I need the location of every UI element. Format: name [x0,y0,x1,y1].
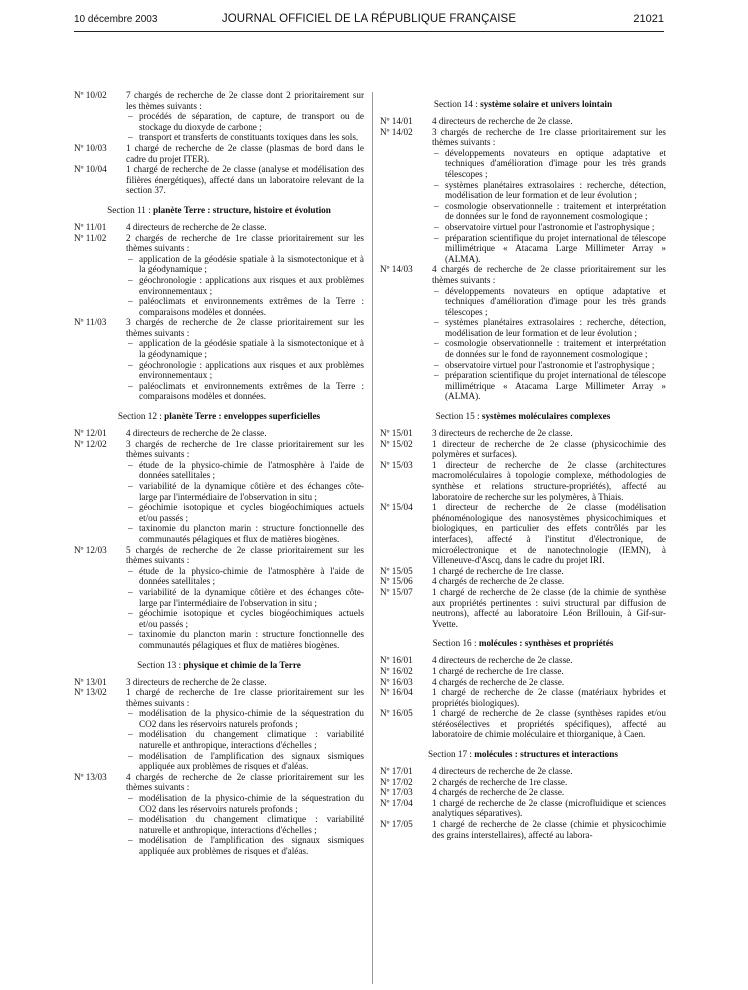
section-title: systèmes moléculaires complexes [481,411,611,422]
entry-text: 1 chargé de recherche de 1re classe. [432,665,564,676]
page-number: 21021 [633,13,664,25]
entry-body [126,90,364,143]
section-number: Section 14 : [433,99,481,109]
entry-number: Nº 13/01 [74,676,107,687]
section-title: système solaire et univers lointain [480,99,613,109]
entry-body [432,587,666,629]
entry [74,545,364,651]
section-heading [74,205,364,216]
entry-body [126,317,364,402]
entry-bullet: – géochronologie : applications aux risques et aux problèmes environnementaux ; [126,360,364,381]
entry-body [432,127,666,265]
section-heading [380,99,666,110]
entry-body [432,439,666,460]
entry [380,708,666,740]
header-rule [74,31,664,32]
entry-number: Nº 13/02 [74,687,107,698]
entry-bullet: – taxinomie du plancton marin : structure fonctionnelle des communautés pélagiques et flux de matières biogènes. [126,629,364,650]
entry-number: Nº 15/06 [380,576,413,587]
entry-body [126,772,364,857]
entry-body [432,819,666,840]
section-heading [380,411,666,422]
entry-number: Nº 17/05 [380,819,413,830]
section-number: Section 11 : [107,204,153,215]
entry-number: Nº 13/03 [74,771,107,782]
entry [380,576,666,587]
entry [74,143,364,164]
entry [380,819,666,840]
entry [74,164,364,196]
entry-bullet: – observatoire virtuel pour l'astronomie et l'astrophysique ; [432,360,666,371]
entry-body [432,428,666,439]
entry-text: 3 directeurs de recherche de 2e classe. [432,428,573,439]
entry-number: Nº 10/02 [74,90,107,100]
entry-number: Nº 16/03 [380,676,413,687]
entry-body [432,264,666,402]
entry [74,317,364,402]
entry-body [126,439,364,545]
entry-number: Nº 14/02 [380,126,413,137]
entry-bullet: – géochimie isotopique et cycles biogéochimiques actuels et/ou passés ; [126,502,364,523]
entry-number: Nº 12/01 [74,428,107,439]
entry-bullet: – développements novateurs en optique adaptative et techniques d'amélioration d'image pour les très grands télescopes ; [432,148,666,180]
section-title: planète Terre : structure, histoire et évolution [153,204,331,215]
entry-text: 1 chargé de recherche de 2e classe (microfluidique et sciences analytiques séparatives). [432,797,666,819]
entry-body [432,777,666,788]
entry-text: 2 chargés de recherche de 1re classe prioritairement sur les thèmes suivants : [126,232,364,254]
section-number: Section 16 : [432,638,479,649]
entry [74,439,364,545]
entry-text: 4 chargés de recherche de 2e classe. [432,576,565,587]
entry-number: Nº 14/03 [380,264,413,275]
entry-number: Nº 10/03 [74,142,107,153]
entry-number: Nº 17/02 [380,776,413,787]
entry-text: 1 chargé de recherche de 2e classe (synthèses rapides et/ou stéréosélectives et propriétés spécifiques), affecté au laboratoire de chimie moléculaire et thiorganique, à Caen. [432,708,666,740]
entry-bullet: – géochimie isotopique et cycles biogéochimiques actuels et/ou passés ; [126,608,364,629]
entry-body [432,687,666,708]
entry-text: 3 chargés de recherche de 1re classe prioritairement sur les thèmes suivants : [126,438,364,460]
section-heading [380,638,666,649]
entry [380,787,666,798]
entry-bullet: – préparation scientifique du projet international de télescope millimétrique « Atacama Large Millimeter Array » (ALMA). [432,233,666,265]
entry-text: 4 chargés de recherche de 2e classe. [432,787,565,798]
entry-text: 4 directeurs de recherche de 2e classe. [126,221,267,232]
entry [380,587,666,629]
entry [74,233,364,318]
entry-text: 5 chargés de recherche de 2e classe prioritairement sur les thèmes suivants : [126,544,364,566]
entry-number: Nº 17/03 [380,787,413,798]
entry [380,264,666,402]
entry-bullet: – variabilité de la dynamique côtière et des échanges côte-large par l'intermédiaire de l'observation in situ ; [126,587,364,608]
entry-text: 1 chargé de recherche de 2e classe (plasmas de bord dans le cadre du projet ITER). [126,142,364,164]
entry-text: 2 chargés de recherche de 1re classe. [432,776,568,787]
entry [74,222,364,233]
entry-body [432,766,666,777]
entry [74,90,364,143]
section-heading [74,411,364,422]
entry [74,677,364,688]
entry [74,772,364,857]
left-column [74,90,364,857]
entry-text: 4 chargés de recherche de 2e classe prioritairement sur les thèmes suivants : [432,264,666,285]
entry-bullet: – modélisation de l'amplification des signaux sismiques appliquée aux problèmes de risques et d'aléas. [126,751,364,772]
entry-text: 1 directeur de recherche de 2e classe (modélisation phénoménologique des nanosystèmes physicochimiques et biologiques, en particulier des effets contrôlés par les interfaces), affecté à l'institut d'électronique, de microélectronique et de nanotechnologie (IEMN), à Villeneuve-d'Ascq, dans le cadre du projet IRI. [432,502,666,566]
entry-bullet: – systèmes planétaires extrasolaires : recherche, détection, modélisation de leur formation et de leur évolution ; [432,180,666,201]
entry-bullet: – procédés de séparation, de capture, de transport ou de stockage du dioxyde de carbone ; [126,111,364,132]
entry-text: 1 directeur de recherche de 2e classe (physicochimie des polymères et surfaces). [432,438,666,460]
entry-text: 1 directeur de recherche de 2e classe (architectures macromoléculaires à topologie complexe, méthodologies de synthèse et relations structure-propriétés), affecté au laboratoire de recherche sur les polymères, à Thiais. [432,459,666,502]
entry-text: 1 chargé de recherche de 2e classe (matériaux hybrides et propriétés biologiques). [432,687,666,708]
entry-number: Nº 17/01 [380,766,413,777]
entry-body [126,545,364,651]
section-number: Section 15 : [435,411,482,422]
entry-body [432,677,666,688]
entry [380,127,666,265]
section-title: molécules : synthèses et propriétés [478,638,614,649]
entry-bullet: – étude de la physico-chimie de l'atmosphère à l'aide de données satellitales ; [126,566,364,587]
entry [74,687,364,772]
entry [380,116,666,127]
entry-body [126,677,364,688]
entry-bullet: – modélisation de l'amplification des signaux sismiques appliquée aux problèmes de risques et d'aléas. [126,835,364,856]
entry [380,439,666,460]
entry-bullet: – taxinomie du plancton marin : structure fonctionnelle des communautés pélagiques et flux de matières biogènes. [126,523,364,544]
entry-bullet: – application de la géodésie spatiale à la sismotectonique et à la géodynamique ; [126,338,364,359]
right-column [380,90,666,840]
entry-body [432,566,666,577]
entry [380,460,666,502]
entry-bullet: – variabilité de la dynamique côtière et des échanges côte-large par l'intermédiaire de l'observation in situ ; [126,481,364,502]
header-date: 10 décembre 2003 [74,14,158,25]
entry-number: Nº 10/04 [74,164,107,175]
entry-text: 1 chargé de recherche de 2e classe (analyse et modélisation des filières énergétiques), affecté dans un laboratoire relevant de la section 37. [126,164,364,196]
entry-bullet: – préparation scientifique du projet international de télescope millimétrique « Atacama Large Millimeter Array » (ALMA). [432,370,666,402]
section-heading [380,749,666,760]
entry-text: 4 chargés de recherche de 2e classe prioritairement sur les thèmes suivants : [126,771,364,793]
entry-body [126,164,364,196]
entry [380,428,666,439]
entry-body [126,687,364,772]
entry [380,677,666,688]
entry-text: 1 chargé de recherche de 1re classe prioritairement sur les thèmes suivants : [126,687,364,708]
entry-text: 4 directeurs de recherche de 2e classe. [432,766,573,777]
entry-number: Nº 15/07 [380,586,413,597]
entry-text: 4 directeurs de recherche de 2e classe. [432,116,573,126]
entry-body [126,143,364,164]
entry-text: 4 directeurs de recherche de 2e classe. [432,655,573,666]
entry-number: Nº 17/04 [380,797,413,808]
entry-body [432,502,666,566]
entry-number: Nº 12/02 [74,438,107,449]
entry-number: Nº 12/03 [74,544,107,555]
entry-text: 1 chargé de recherche de 2e classe (de la chimie de synthèse aux propriétés pertinentes : suivi structural par diffusion de neutrons), affecté au laboratoire Léon Brillouin, à Gif-sur-Yvette. [432,586,666,629]
entry-number: Nº 16/01 [380,655,413,666]
entry-number: Nº 15/02 [380,438,413,449]
entry-text: 4 chargés de recherche de 2e classe. [432,676,565,687]
entry [380,687,666,708]
entry-number: Nº 11/02 [74,232,107,243]
entry-body [432,798,666,819]
entry-number: Nº 11/01 [74,221,107,232]
entry-number: Nº 16/05 [380,708,413,719]
entry-text: 1 chargé de recherche de 2e classe (chimie et physicochimie des grains interstellaires), affecté au labora- [432,819,666,840]
entry-bullet: – cosmologie observationnelle : traitement et interprétation de données sur le fond de rayonnement cosmologique ; [432,338,666,359]
entry-body [126,222,364,233]
entry-body [432,787,666,798]
entry-text: 7 chargés de recherche de 2e classe dont 2 prioritairement sur les thèmes suivants : [126,90,364,111]
entry-number: Nº 15/01 [380,428,413,439]
entry-text: 4 directeurs de recherche de 2e classe. [126,428,267,439]
entry-bullet: – paléoclimats et environnements extrêmes de la Terre : comparaisons modèles et données. [126,381,364,402]
section-title: planète Terre : enveloppes superficielles [164,411,321,422]
entry-bullet: – modélisation de la physico-chimie de la séquestration du CO2 dans les réservoirs naturels profonds ; [126,793,364,814]
entry-text: 1 chargé de recherche de 1re classe. [432,565,564,576]
entry [380,798,666,819]
page-header [74,14,664,30]
entry-body [432,655,666,666]
entry-body [126,428,364,439]
entry-bullet: – modélisation du changement climatique : variabilité naturelle et anthropique, interactions d'échelles ; [126,814,364,835]
entry [380,655,666,666]
entry-bullet: – paléoclimats et environnements extrêmes de la Terre : comparaisons modèles et données. [126,296,364,317]
entry-body [432,666,666,677]
entry-text: 3 chargés de recherche de 2e classe prioritairement sur les thèmes suivants : [126,317,364,338]
entry-number: Nº 11/03 [74,317,107,328]
entry-number: Nº 16/04 [380,687,413,698]
entry-bullet: – observatoire virtuel pour l'astronomie et l'astrophysique ; [432,222,666,233]
entry-bullet: – systèmes planétaires extrasolaires : recherche, détection, modélisation de leur formation et de leur évolution ; [432,317,666,338]
section-number: Section 17 : [428,749,475,760]
entry-text: 3 chargés de recherche de 1re classe prioritairement sur les thèmes suivants : [432,126,666,148]
journal-title: JOURNAL OFFICIEL DE LA RÉPUBLIQUE FRANÇAISE [221,13,517,25]
entry [380,666,666,677]
entry-number: Nº 15/04 [380,502,413,513]
entry [74,428,364,439]
entry [380,777,666,788]
entry-bullet: – application de la géodésie spatiale à la sismotectonique et à la géodynamique ; [126,254,364,275]
entry-body [126,233,364,318]
entry [380,502,666,566]
entry-bullet: – étude de la physico-chimie de l'atmosphère à l'aide de données satellitales ; [126,460,364,481]
entry-body [432,116,666,127]
entry-bullet: – modélisation de la physico-chimie de la séquestration du CO2 dans les réservoirs naturels profonds ; [126,708,364,729]
entry-bullet: – géochronologie : applications aux risques et aux problèmes environnementaux ; [126,275,364,296]
column-separator [372,92,373,984]
entry-text: 3 directeurs de recherche de 2e classe. [126,676,267,687]
entry-bullet: – développements novateurs en optique adaptative et techniques d'amélioration d'image pour les très grands télescopes ; [432,286,666,318]
entry-number: Nº 15/03 [380,459,413,470]
entry-bullet: – cosmologie observationnelle : traitement et interprétation de données sur le fond de rayonnement cosmologique ; [432,201,666,222]
entry-number: Nº 15/05 [380,565,413,576]
section-title: molécules : structures et interactions [474,749,618,760]
entry-bullet: – transport et transferts de constituants toxiques dans les sols. [126,132,364,143]
entry-body [432,708,666,740]
entry-bullet: – modélisation du changement climatique : variabilité naturelle et anthropique, interactions d'échelles ; [126,729,364,750]
section-number: Section 13 : [137,659,184,670]
entry [380,766,666,777]
entry [380,566,666,577]
section-heading [74,660,364,671]
section-number: Section 12 : [117,411,165,422]
entry-body [432,460,666,502]
entry-number: Nº 14/01 [380,116,413,126]
entry-body [432,576,666,587]
section-title: physique et chimie de la Terre [183,659,301,670]
entry-number: Nº 16/02 [380,665,413,676]
